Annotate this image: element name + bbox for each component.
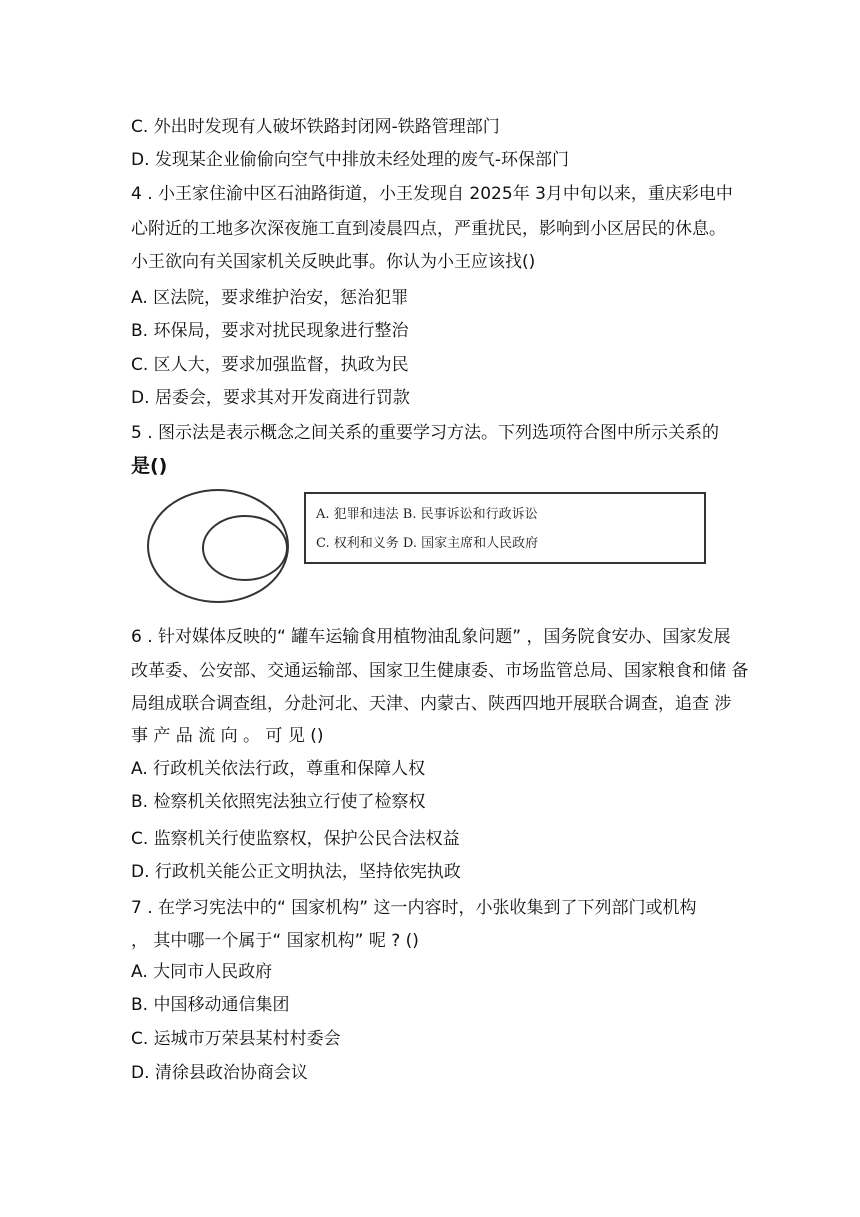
q4-option-c: C. 区人大，要求加强监督，执政为民 — [131, 355, 409, 375]
q7-option-d: D. 清徐县政治协商会议 — [131, 1063, 308, 1083]
q4-option-b: B. 环保局，要求对扰民现象进行整治 — [131, 321, 409, 341]
q6-stem-line-4: 事 产 品 流 向 。 可 见 () — [131, 726, 324, 746]
q5-stem-line-2: 是() — [131, 455, 168, 477]
options-row-1: A. 犯罪和违法 B. 民事诉讼和行政诉讼 — [316, 507, 538, 522]
options-row-2: C. 权利和义务 D. 国家主席和人民政府 — [316, 536, 539, 551]
q6-option-d: D. 行政机关能公正文明执法，坚持依宪执政 — [131, 862, 461, 882]
q7-stem-line-1: 7 . 在学习宪法中的“ 国家机构” 这一内容时，小张收集到了下列部门或机构 — [131, 898, 697, 918]
q4-stem-line-3: 小王欲向有关国家机关反映此事。你认为小王应该找() — [131, 252, 536, 272]
outer-ellipse — [148, 490, 288, 602]
q7-option-c: C. 运城市万荣县某村村委会 — [131, 1029, 341, 1049]
q4-option-d: D. 居委会，要求其对开发商进行罚款 — [131, 388, 410, 408]
q6-option-a: A. 行政机关依法行政，尊重和保障人权 — [131, 759, 426, 779]
q6-stem-line-2: 改革委、公安部、交通运输部、国家卫生健康委、市场监管总局、国家粮食和储 备 — [131, 661, 749, 681]
q7-stem-line-2: ， 其中哪一个属于“ 国家机构” 呢 ? () — [131, 931, 419, 951]
q7-option-a: A. 大同市人民政府 — [131, 962, 273, 982]
q4-option-a: A. 区法院，要求维护治安，惩治犯罪 — [131, 288, 409, 308]
q6-option-c: C. 监察机关行使监察权，保护公民合法权益 — [131, 829, 460, 849]
q3-option-c: C. 外出时发现有人破坏铁路封闭网-铁路管理部门 — [131, 117, 500, 137]
q3-option-d: D. 发现某企业偷偷向空气中排放未经处理的废气-环保部门 — [131, 150, 570, 170]
q5-stem-line-1: 5 . 图示法是表示概念之间关系的重要学习方法。下列选项符合图中所示关系的 — [131, 423, 720, 443]
q6-option-b: B. 检察机关依照宪法独立行使了检察权 — [131, 792, 426, 812]
inner-ellipse — [203, 516, 287, 580]
q7-option-b: B. 中国移动通信集团 — [131, 995, 290, 1015]
q4-stem-line-1: 4 . 小王家住渝中区石油路街道，小王发现自 2025年 3月中旬以来，重庆彩电中 — [131, 184, 733, 204]
q6-stem-line-3: 局组成联合调查组，分赴河北、天津、内蒙古、陕西四地开展联合调查，追查 涉 — [131, 694, 732, 714]
q4-stem-line-2: 心附近的工地多次深夜施工直到凌晨四点，严重扰民，影响到小区居民的休息。 — [131, 219, 726, 239]
q6-stem-line-1: 6 . 针对媒体反映的“ 罐车运输食用植物油乱象问题” ，国务院食安办、国家发展 — [131, 627, 731, 647]
options-box — [304, 492, 706, 564]
